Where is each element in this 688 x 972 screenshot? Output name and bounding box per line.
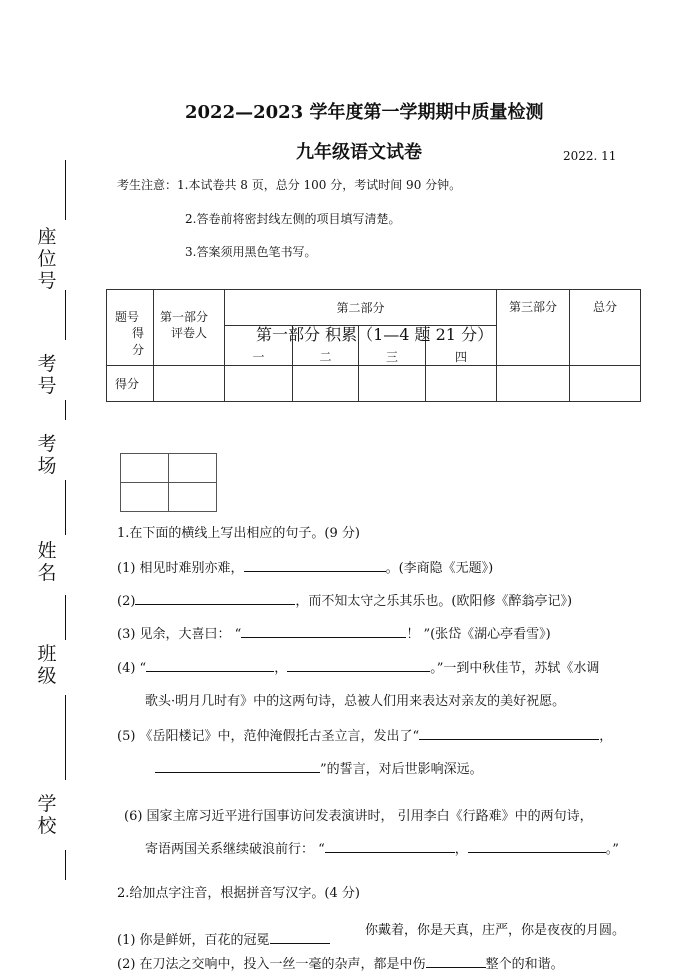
answer-blank[interactable] <box>155 760 320 773</box>
score-cell-7[interactable] <box>570 366 641 402</box>
q2-stem: 2.给加点字注音，根据拼音写汉字。(4 分) <box>117 886 360 901</box>
binding-line-4 <box>65 480 66 535</box>
answer-blank[interactable] <box>135 592 295 605</box>
grid-cell[interactable] <box>169 483 217 512</box>
school-label: 学校 <box>37 793 57 837</box>
room-label: 考场 <box>37 433 57 477</box>
binding-line-3 <box>65 400 66 420</box>
exam-subtitle: 九年级语文试卷 <box>296 142 422 163</box>
score-cell-1[interactable] <box>154 366 225 402</box>
note-1: 考生注意：1.本试卷共 8 页，总分 100 分，考试时间 90 分钟。 <box>117 178 462 192</box>
binding-line-5 <box>65 595 66 640</box>
tihao-cell: 题号 得分 <box>107 290 154 366</box>
defen-row-label: 得分 <box>107 366 154 402</box>
class-label: 班级 <box>37 643 57 687</box>
grid-cell[interactable] <box>121 454 169 483</box>
binding-line-2 <box>65 290 66 340</box>
q1-item-6-cont: 寄语两国关系继续破浪前行： “ ， 。” <box>145 842 619 857</box>
score-cell-4[interactable] <box>359 366 426 402</box>
sub-col-3: 三 <box>359 326 426 366</box>
binding-line-6 <box>65 695 66 780</box>
q2-side-text: 你戴着，你是天真，庄严，你是夜夜的月圆。 <box>365 923 626 938</box>
answer-blank[interactable] <box>468 840 606 853</box>
binding-line-7 <box>65 850 66 880</box>
score-cell-6[interactable] <box>497 366 570 402</box>
part3-header: 第三部分 <box>497 290 570 366</box>
answer-blank[interactable] <box>146 659 274 672</box>
answer-blank[interactable] <box>287 659 430 672</box>
score-cell-5[interactable] <box>426 366 497 402</box>
q1-item-2: (2) ，而不知太守之乐其乐也。(欧阳修《醉翁亭记》) <box>117 594 573 609</box>
q1-item-6: (6) 国家主席习近平进行国事访问发表演讲时， 引用李白《行路难》中的两句诗， <box>124 809 593 824</box>
score-cell-3[interactable] <box>293 366 359 402</box>
answer-blank[interactable] <box>426 955 486 968</box>
q1-item-5-cont: ”的誓言，对后世影响深远。 <box>155 758 483 777</box>
grid-cell[interactable] <box>121 483 169 512</box>
seat-label: 座位号 <box>37 226 57 292</box>
part2-header: 第二部分 <box>225 290 497 326</box>
grading-grid <box>120 453 217 512</box>
name-label: 姓名 <box>37 540 57 584</box>
q1-item-3: (3) 见余，大喜曰： “ ！ ”(张岱《湖心亭看雪》) <box>117 627 551 642</box>
q1-item-5: (5) 《岳阳楼记》中，范仲淹假托古圣立言，发出了“ ， <box>117 729 613 744</box>
exam-no-label: 考号 <box>37 353 57 397</box>
q1-item-4: (4) “ ， 。”一到中秋佳节，苏轼《水调 <box>117 661 600 676</box>
q1-stem: 1.在下面的横线上写出相应的句子。(9 分) <box>117 526 360 541</box>
part1-cell: 第一部分 评卷人 <box>154 290 225 366</box>
score-table <box>106 289 641 402</box>
answer-blank[interactable] <box>419 727 599 740</box>
grid-cell[interactable] <box>169 454 217 483</box>
note-2: 2.答卷前将密封线左侧的项目填写清楚。 <box>185 212 401 226</box>
q1-item-1: (1) 相见时难别亦难， 。(李商隐《无题》) <box>117 561 494 576</box>
answer-blank[interactable] <box>325 840 455 853</box>
q1-item-4-cont: 歌头·明月几时有》中的这两句诗，总被人们用来表达对亲友的美好祝愿。 <box>145 694 566 709</box>
score-cell-2[interactable] <box>225 366 293 402</box>
total-header: 总分 <box>570 290 641 366</box>
exam-title: 2022—2023 学年度第一学期期中质量检测 <box>185 102 544 123</box>
exam-date: 2022. 11 <box>563 149 617 163</box>
q2-item-1: (1) 你是鲜妍，百花的冠冕 <box>117 929 330 948</box>
section-1-heading: 第一部分 积累（1—4 题 21 分） <box>256 325 494 344</box>
answer-blank[interactable] <box>241 625 406 638</box>
binding-line-1 <box>65 160 66 220</box>
sub-col-4: 四 <box>426 326 497 366</box>
answer-blank[interactable] <box>244 559 386 572</box>
sub-col-2: 二 <box>293 326 359 366</box>
note-3: 3.答案须用黑色笔书写。 <box>185 245 317 259</box>
q2-item-2: (2) 在刀法之交响中，投入一丝一毫的杂声，都是中伤 整个的和谐。 <box>117 957 564 972</box>
sub-col-1: 一 <box>225 326 293 366</box>
answer-blank[interactable] <box>270 931 330 944</box>
